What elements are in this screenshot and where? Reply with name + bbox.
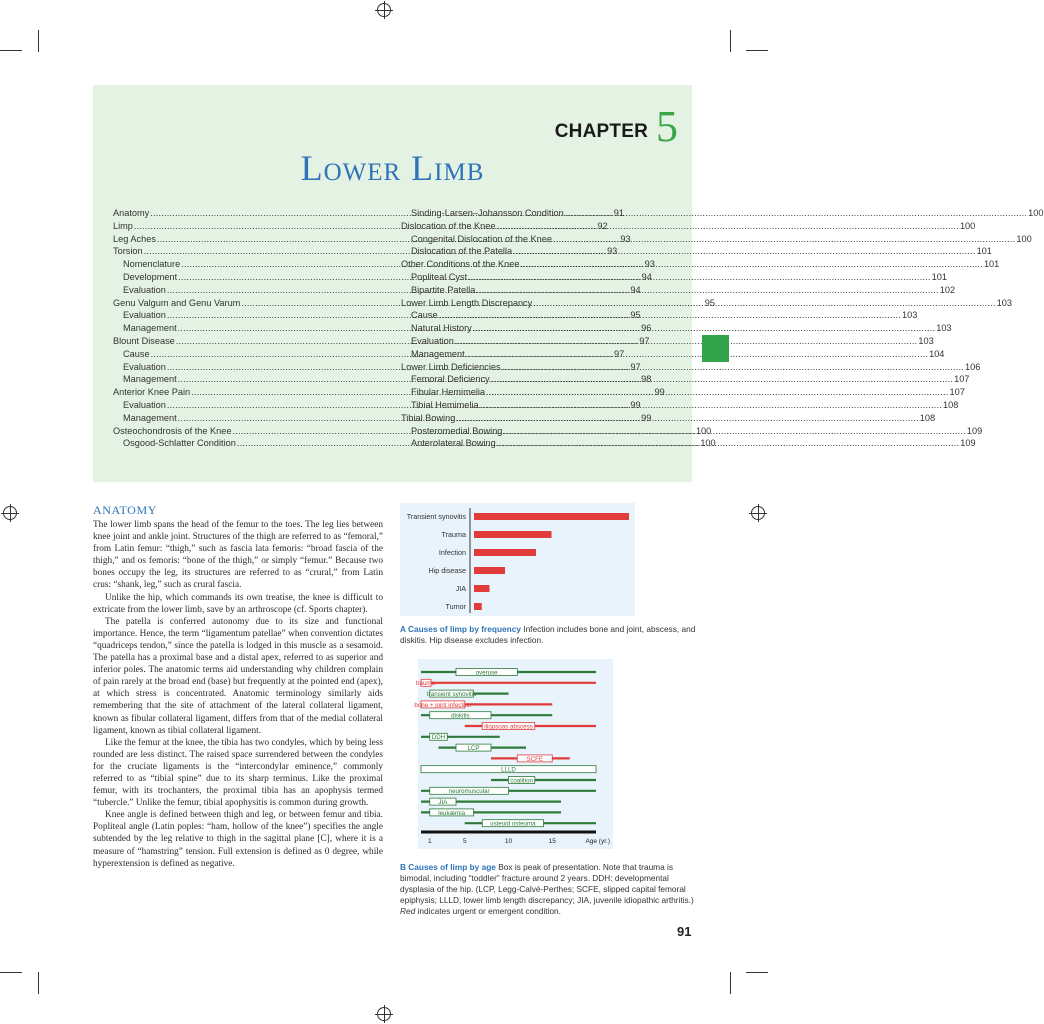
- toc-entry-label: Cause: [123, 348, 150, 359]
- figure-b-row-label: JIA: [438, 799, 448, 806]
- toc-entry-label: Management: [123, 323, 177, 334]
- toc-entry-page: 100: [700, 438, 716, 449]
- toc-entry-page: 100: [695, 425, 712, 436]
- toc-entry-page: 103: [996, 297, 1013, 308]
- paragraph: Like the femur at the knee, the tibia has two condyles, which by being less rounded are less distinct. The raised space surrendered between the condyles for the cruciate ligaments is the “intercondylar eminence,” commonly referred to as “tibial spine” due to its sharp terminus. Like the proximal femur, with its trochanters, the proximal tibia has an apophysis termed “tubercle.” Unlike the femur, tibial apophysitis is common during growth.: [93, 737, 383, 809]
- figure-b-row-label: transient synovitis: [427, 691, 477, 698]
- figure-a-bar-chart: [400, 503, 635, 616]
- toc-entry-label: Osteochondrosis of the Knee: [113, 425, 232, 436]
- toc-entry-page: 108: [943, 399, 959, 410]
- figure-b-row-label: iliopsoas abscess: [484, 723, 533, 731]
- figure-a-bar: [474, 567, 505, 574]
- figure-b-svg: [414, 659, 613, 849]
- toc-entry-page: 92: [597, 220, 608, 231]
- toc-entry-label: Evaluation: [123, 361, 166, 372]
- toc-entry-label: Anatomy: [113, 208, 150, 218]
- toc-entry-page: 93: [644, 259, 655, 270]
- toc-entry-page: 101: [983, 259, 1000, 270]
- figure-a-category-label: Infection: [438, 548, 466, 557]
- figure-b-tick-label: 5: [462, 838, 467, 845]
- toc-leader-dots: [565, 207, 1027, 220]
- chapter-word: CHAPTER: [554, 121, 648, 142]
- toc-leader-dots: [503, 425, 965, 438]
- toc-entry-label: Femoral Deficiency: [411, 374, 490, 385]
- figure-a-caption-label: A Causes of limp by frequency: [400, 624, 521, 634]
- toc-entry-page: 109: [966, 425, 983, 436]
- toc-entry: [401, 207, 1044, 220]
- toc-entry-label: Tibial Bowing: [401, 412, 456, 423]
- toc-entry-label: Lower Limb Deficiencies: [401, 361, 501, 372]
- figure-b-row-label: trauma: [415, 680, 436, 688]
- chapter-thumb-tab: [702, 335, 729, 362]
- toc-leader-dots: [473, 322, 935, 335]
- toc-entry: [401, 284, 956, 297]
- toc-entry: [401, 245, 992, 258]
- toc-entry-label: Osgood-Schlatter Condition: [123, 438, 236, 449]
- toc-entry: [401, 335, 934, 348]
- toc-entry-label: Limp: [113, 220, 133, 231]
- chapter-label: [555, 101, 678, 152]
- toc-entry-label: Management: [411, 348, 465, 359]
- figure-b-row-label: LLLD: [501, 766, 516, 774]
- toc-entry-label: Natural History: [411, 323, 472, 334]
- toc-entry-page: 96: [641, 323, 652, 334]
- toc-entry-label: Congenital Dislocation of the Knee: [411, 233, 552, 244]
- toc-entry: [401, 399, 959, 412]
- figure-b-caption: [400, 862, 700, 917]
- toc-entry-label: Anterolateral Bowing: [411, 438, 496, 449]
- toc-entry-page: 107: [949, 387, 965, 398]
- toc-entry-label: Management: [123, 412, 177, 423]
- toc-entry: [401, 348, 945, 361]
- paragraph: Knee angle is defined between thigh and leg, or between femur and tibia. Popliteal angle (Latin poples: “ham, hollow of the knee”) specifies the angle subtended by the leg relative to thigh in the sagittal plane [C], where it is a measure of “hamstring” tension. Full extension is defined as 0 degree, while hyperextension is defined as negative.: [93, 810, 383, 869]
- toc-entry-label: Posteromedial Bowing: [411, 425, 503, 436]
- toc-entry-label: Torsion: [113, 246, 143, 257]
- toc-entry-page: 107: [954, 374, 970, 385]
- figure-a-category-label: Trauma: [441, 530, 466, 539]
- toc-entry-page: 108: [919, 412, 936, 423]
- body-text: [93, 519, 383, 870]
- toc-entry-page: 103: [902, 310, 918, 321]
- toc-entry-page: 95: [630, 310, 641, 321]
- toc-entry-label: Popliteal Cyst: [411, 271, 468, 282]
- figure-b-tick-label: 1: [427, 838, 432, 845]
- toc-leader-dots: [497, 220, 959, 233]
- toc-entry: [401, 373, 970, 386]
- toc-entry: [401, 361, 981, 374]
- toc-entry-page: 93: [620, 233, 631, 244]
- toc-entry-page: 93: [607, 246, 618, 257]
- figure-a-category-label: Tumor: [445, 602, 466, 611]
- figure-b-row-label: SCFE: [526, 755, 544, 763]
- figure-a-bar: [474, 549, 536, 556]
- toc-entry-label: Evaluation: [123, 310, 166, 321]
- toc-leader-dots: [491, 373, 953, 386]
- figure-b-axis-label: Age (yr.): [585, 838, 610, 845]
- figure-a-bar: [474, 531, 552, 538]
- toc-leader-dots: [439, 309, 901, 322]
- paragraph: The lower limb spans the head of the femur to the toes. The leg lies between knee joint and ankle joint. Structures of the thigh are referred to as “femoral,” from Latin femur: “thigh,” such as fascia lata femoris: “broad fascia of the thigh,” and os femoris: “bone of the thigh,” or simply “femur.” Because two bones occupy the leg, its structures are referred to as “crural,” from Latin crus: “shank, leg,” such as crural fascia.: [93, 520, 383, 591]
- figure-a-category-label: Hip disease: [428, 566, 466, 575]
- toc-entry-page: 99: [641, 412, 652, 423]
- toc-entry-page: 100: [1028, 208, 1044, 218]
- toc-entry: [401, 386, 965, 399]
- figure-a-caption: [400, 624, 710, 646]
- toc-leader-dots: [521, 258, 983, 271]
- toc-entry-page: 97: [614, 348, 625, 359]
- toc-entry-page: 103: [918, 335, 934, 346]
- page-number: 91: [677, 924, 692, 939]
- toc-entry-label: Tibial Hemimelia: [411, 399, 479, 410]
- figure-b-caption-tail: indicates urgent or emergent condition.: [415, 906, 561, 916]
- toc-entry-label: Evaluation: [123, 399, 166, 410]
- figure-a-caption-text: Infection includes bone and joint, abscess, and diskitis. Hip disease excludes infection.: [400, 624, 696, 645]
- section-heading: ANATOMY: [93, 503, 157, 517]
- toc-entry: [401, 258, 1000, 271]
- toc-entry-page: 101: [976, 246, 992, 257]
- figure-b-age-chart: [414, 659, 613, 849]
- toc-entry-label: Bipartite Patella: [411, 284, 476, 295]
- toc-entry-page: 95: [704, 297, 716, 308]
- figure-b-caption-red: Red: [400, 906, 416, 916]
- toc-entry-page: 106: [965, 361, 981, 372]
- paragraph: Unlike the hip, which commands its own treatise, the knee is difficult to extricate from the lower limb, save by an arthroscope (cf. Sports chapter).: [93, 592, 383, 615]
- toc-leader-dots: [466, 348, 928, 361]
- figure-a-category-label: JIA: [455, 584, 466, 593]
- toc-entry-label: Other Conditions of the Knee: [401, 259, 520, 270]
- toc-entry-label: Dislocation of the Patella: [411, 246, 513, 257]
- figure-a-svg: [400, 503, 635, 616]
- toc-leader-dots: [456, 412, 918, 425]
- toc-leader-dots: [533, 297, 995, 310]
- figure-b-tick-label: 10: [504, 838, 513, 845]
- figure-a-bar: [474, 603, 482, 610]
- toc-entry-label: Evaluation: [411, 335, 454, 346]
- figure-b-row-label: diskitis: [451, 712, 470, 720]
- chapter-title: Lower Limb: [300, 148, 485, 188]
- toc-entry-page: 102: [939, 284, 956, 295]
- toc-entry-page: 91: [613, 208, 624, 218]
- toc-entry: [401, 220, 976, 233]
- toc-entry: [401, 271, 947, 284]
- toc-entry-label: Anterior Knee Pain: [113, 387, 191, 398]
- toc-entry-label: Fibular Hemimelia: [411, 387, 486, 398]
- toc-entry-label: Dislocation of the Knee: [401, 220, 496, 231]
- toc-entry: [401, 412, 936, 425]
- toc-entry-label: Nomenclature: [123, 259, 181, 270]
- chapter-number: 5: [656, 102, 678, 151]
- figure-b-caption-label: B Causes of limp by age: [400, 862, 496, 872]
- toc-leader-dots: [553, 233, 1015, 246]
- toc-entry-page: 99: [630, 399, 641, 410]
- toc-leader-dots: [513, 245, 975, 258]
- toc-entry-label: Management: [123, 374, 177, 385]
- toc-entry-page: 104: [929, 348, 945, 359]
- figure-b-row-label: overuse: [475, 669, 498, 677]
- toc-leader-dots: [455, 335, 917, 348]
- toc-entry-page: 94: [630, 284, 641, 295]
- toc-entry-label: Sinding-Larsen–Johansson Condition: [411, 208, 564, 218]
- toc-entry-label: Genu Valgum and Genu Varum: [113, 297, 241, 308]
- toc-entry-label: Leg Aches: [113, 233, 156, 244]
- toc-entry-label: Evaluation: [123, 284, 166, 295]
- toc-entry-label: Lower Limb Length Discrepancy: [401, 297, 533, 308]
- toc-leader-dots: [497, 437, 959, 450]
- paragraph: The patella is conferred autonomy due to its size and functional importance. Hence, the term “ligamentum patellae” when convention dictates “quadriceps tendon,” since the patella is lodged in this muscle as a sesamoid. The patella has a proximal base and a distal apex, referred to as superior and inferior poles. The anatomic terms aid understanding why children complain of pain rarely at the broad end (base) but frequently at the pointed end (apex), at which stress is concentrated. Anatomic terminology similarly aids remembering that the site of attachment of the lateral collateral ligament, known as fibular collateral ligament, differs from that of the medial collateral ligament, known as tibial collateral ligament.: [93, 616, 383, 736]
- toc-entry-label: Blount Disease: [113, 335, 175, 346]
- toc-entry: [401, 309, 918, 322]
- toc-leader-dots: [502, 361, 964, 374]
- toc-entry: [401, 322, 952, 335]
- figure-b-row-label: leukæmia: [438, 809, 466, 817]
- figure-b-row-label: osteoid osteoma: [490, 820, 536, 828]
- toc-entry-page: 100: [1016, 233, 1032, 244]
- figure-b-row-label: DDH: [431, 734, 446, 742]
- toc-entry-page: 98: [641, 374, 652, 385]
- figure-b-tick-label: 15: [548, 838, 556, 845]
- toc-entry-page: 103: [936, 323, 952, 334]
- figure-a-category-label: Transient synovitis: [406, 512, 466, 521]
- figure-b-row-label: neuromuscular: [448, 788, 490, 796]
- toc-leader-dots: [486, 386, 948, 399]
- figure-b-row-label: LCP: [467, 745, 480, 752]
- toc-leader-dots: [468, 271, 930, 284]
- toc-leader-dots: [480, 399, 942, 412]
- toc-entry-page: 94: [641, 271, 652, 282]
- toc-entry-page: 99: [654, 387, 665, 398]
- chapter-header-panel: [93, 85, 1044, 482]
- toc-entry-label: Cause: [411, 310, 438, 321]
- toc-leader-dots: [476, 284, 938, 297]
- toc-entry-page: 101: [931, 271, 947, 282]
- figure-b-row-label: bone + joint infection: [414, 701, 472, 709]
- toc-entry-label: Development: [123, 271, 178, 282]
- figure-a-bar: [474, 585, 490, 592]
- toc-entry-page: 97: [630, 361, 641, 372]
- toc-entry-page: 109: [960, 438, 976, 449]
- figure-a-bar: [474, 513, 629, 520]
- toc-entry-page: 100: [959, 220, 976, 231]
- figure-b-caption-text: Box is peak of presentation. Note that trauma is bimodal, including “toddler” fracture around 2 years. DDH: developmental dysplasia of the hip. (LCP, Legg-Calvé-Perthes; SCFE, slipped capital femoral epiphysis; LLLD, lower limb length discrepancy; JIA, juvenile idiopathic arthritis.): [400, 862, 694, 905]
- toc-entry: [401, 233, 1032, 246]
- figure-b-row-label: coalition: [510, 777, 533, 785]
- toc-entry-page: 97: [639, 335, 650, 346]
